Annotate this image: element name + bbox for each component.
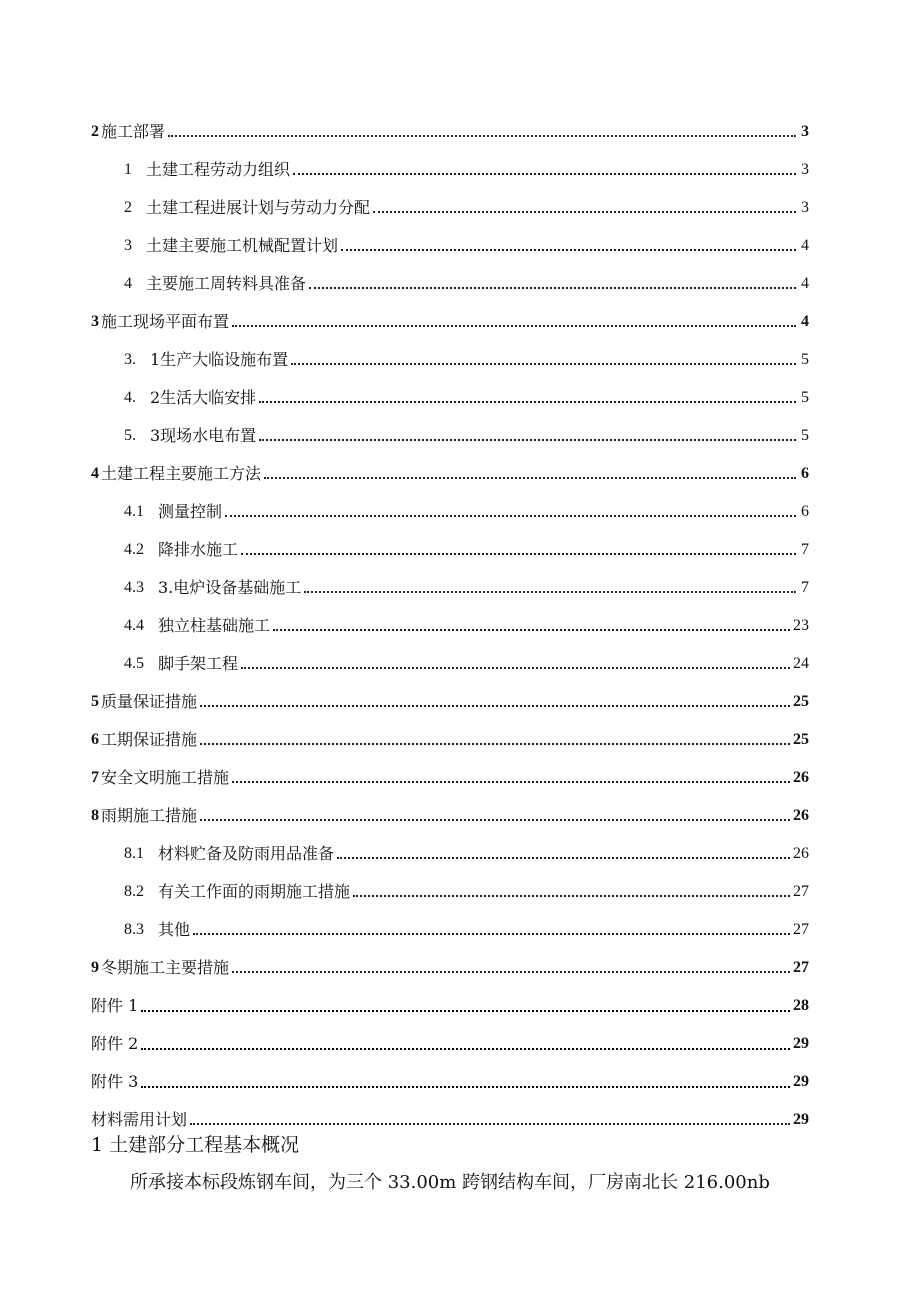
toc-entry[interactable] bbox=[91, 560, 809, 598]
toc-entry-number: 6 bbox=[91, 731, 99, 748]
toc-entry-number: 3 bbox=[91, 313, 99, 330]
toc-entry-label: 质量保证措施 bbox=[101, 692, 198, 711]
toc-entry-label: 附件 2 bbox=[91, 1034, 139, 1053]
toc-entry-number: 4.3 bbox=[124, 579, 144, 596]
toc-entry-label: 施工现场平面布置 bbox=[101, 312, 230, 331]
dot-leader bbox=[241, 553, 796, 555]
toc-entry-number: 4.2 bbox=[124, 541, 144, 558]
toc-entry[interactable] bbox=[91, 370, 809, 408]
toc-entry-label: 1生产大临设施布置 bbox=[150, 350, 289, 369]
dot-leader bbox=[141, 1048, 790, 1050]
toc-entry-page: 29 bbox=[793, 1035, 809, 1052]
toc-entry-number: 2 bbox=[91, 123, 99, 140]
toc-entry[interactable] bbox=[91, 636, 809, 674]
toc-entry[interactable] bbox=[91, 826, 809, 864]
dot-leader bbox=[373, 211, 796, 213]
toc-entry-page: 27 bbox=[793, 959, 809, 976]
toc-entry[interactable] bbox=[91, 180, 809, 218]
toc-entry[interactable] bbox=[91, 674, 809, 712]
toc-entry-page: 4 bbox=[801, 313, 809, 330]
toc-entry-page: 4 bbox=[801, 237, 809, 254]
toc-entry[interactable] bbox=[91, 218, 809, 256]
toc-entry[interactable] bbox=[91, 1092, 809, 1130]
toc-entry-page: 25 bbox=[793, 693, 809, 710]
toc-entry-page: 7 bbox=[801, 541, 809, 558]
toc-entry-label: 雨期施工措施 bbox=[101, 806, 198, 825]
toc-entry-label: 工期保证措施 bbox=[101, 730, 198, 749]
toc-entry[interactable] bbox=[91, 940, 809, 978]
toc-entry[interactable] bbox=[91, 142, 809, 180]
toc-entry[interactable] bbox=[91, 446, 809, 484]
toc-entry-number: 7 bbox=[91, 769, 99, 786]
toc-entry-label: 土建工程进展计划与劳动力分配 bbox=[146, 198, 371, 217]
dot-leader bbox=[293, 173, 796, 175]
toc-entry-label: 脚手架工程 bbox=[158, 654, 239, 673]
toc-entry-number: 4 bbox=[91, 465, 99, 482]
table-of-contents bbox=[91, 104, 809, 1130]
toc-entry[interactable] bbox=[91, 712, 809, 750]
toc-entry-page: 3 bbox=[801, 123, 809, 140]
toc-entry-label: 降排水施工 bbox=[158, 540, 239, 559]
dot-leader bbox=[190, 1123, 790, 1125]
dot-leader bbox=[232, 325, 796, 327]
toc-entry-number: 4.1 bbox=[124, 503, 144, 520]
toc-entry-label: 测量控制 bbox=[158, 502, 223, 521]
toc-entry-number: 5 bbox=[91, 693, 99, 710]
section-heading: 1 土建部分工程基本概况 bbox=[91, 1134, 300, 1156]
toc-entry-label: 3现场水电布置 bbox=[150, 426, 257, 445]
toc-entry-page: 28 bbox=[793, 997, 809, 1014]
toc-entry-page: 27 bbox=[793, 883, 809, 900]
dot-leader bbox=[259, 439, 796, 441]
dot-leader bbox=[337, 857, 790, 859]
toc-entry-page: 3 bbox=[801, 161, 809, 178]
toc-entry-page: 7 bbox=[801, 579, 809, 596]
dot-leader bbox=[291, 363, 796, 365]
toc-entry-page: 26 bbox=[793, 845, 809, 862]
body-paragraph: 所承接本标段炼钢车间，为三个 33.00m 跨钢结构车间，厂房南北长 216.00nb bbox=[130, 1172, 770, 1193]
toc-entry[interactable] bbox=[91, 408, 809, 446]
toc-entry-label: 3.电炉设备基础施工 bbox=[158, 578, 302, 597]
dot-leader bbox=[264, 477, 796, 479]
toc-entry-label: 土建工程主要施工方法 bbox=[101, 464, 262, 483]
dot-leader bbox=[168, 135, 796, 137]
toc-entry[interactable] bbox=[91, 332, 809, 370]
toc-entry-page: 5 bbox=[801, 351, 809, 368]
dot-leader bbox=[232, 781, 790, 783]
toc-entry-number: 3. bbox=[124, 351, 136, 368]
toc-entry-number: 8 bbox=[91, 807, 99, 824]
toc-entry-number: 2 bbox=[124, 199, 132, 216]
dot-leader bbox=[193, 933, 790, 935]
toc-entry[interactable] bbox=[91, 484, 809, 522]
toc-entry-page: 27 bbox=[793, 921, 809, 938]
toc-entry-label: 附件 1 bbox=[91, 996, 139, 1015]
dot-leader bbox=[241, 667, 790, 669]
toc-entry[interactable] bbox=[91, 522, 809, 560]
toc-entry[interactable] bbox=[91, 750, 809, 788]
dot-leader bbox=[200, 819, 790, 821]
dot-leader bbox=[304, 591, 796, 593]
dot-leader bbox=[309, 287, 796, 289]
dot-leader bbox=[141, 1010, 790, 1012]
toc-entry-page: 6 bbox=[801, 503, 809, 520]
dot-leader bbox=[200, 705, 790, 707]
toc-entry-page: 4 bbox=[801, 275, 809, 292]
toc-entry-page: 24 bbox=[793, 655, 809, 672]
toc-entry[interactable] bbox=[91, 978, 809, 1016]
toc-entry-number: 3 bbox=[124, 237, 132, 254]
dot-leader bbox=[353, 895, 790, 897]
toc-entry-page: 6 bbox=[801, 465, 809, 482]
toc-entry-label: 附件 3 bbox=[91, 1072, 139, 1091]
toc-entry-number: 5. bbox=[124, 427, 136, 444]
toc-entry-number: 9 bbox=[91, 959, 99, 976]
toc-entry-number: 1 bbox=[124, 161, 132, 178]
toc-entry-page: 23 bbox=[793, 617, 809, 634]
toc-entry-label: 材料贮备及防雨用品准备 bbox=[158, 844, 335, 863]
toc-entry-number: 4. bbox=[124, 389, 136, 406]
toc-entry-page: 26 bbox=[793, 769, 809, 786]
toc-entry-page: 5 bbox=[801, 389, 809, 406]
toc-entry-page: 25 bbox=[793, 731, 809, 748]
toc-entry-label: 冬期施工主要措施 bbox=[101, 958, 230, 977]
toc-entry-page: 3 bbox=[801, 199, 809, 216]
toc-entry-page: 5 bbox=[801, 427, 809, 444]
toc-entry-label: 施工部署 bbox=[101, 122, 166, 141]
toc-entry[interactable] bbox=[91, 104, 809, 142]
toc-entry[interactable] bbox=[91, 902, 809, 940]
toc-entry[interactable] bbox=[91, 788, 809, 826]
dot-leader bbox=[225, 515, 796, 517]
toc-entry[interactable] bbox=[91, 864, 809, 902]
toc-entry-label: 2生活大临安排 bbox=[150, 388, 257, 407]
toc-entry-page: 29 bbox=[793, 1111, 809, 1128]
toc-entry-label: 材料需用计划 bbox=[91, 1110, 188, 1129]
toc-entry[interactable] bbox=[91, 1016, 809, 1054]
toc-entry-label: 土建主要施工机械配置计划 bbox=[146, 236, 339, 255]
toc-entry-label: 主要施工周转料具准备 bbox=[146, 274, 307, 293]
toc-entry-label: 土建工程劳动力组织 bbox=[146, 160, 291, 179]
dot-leader bbox=[200, 743, 790, 745]
dot-leader bbox=[341, 249, 796, 251]
toc-entry[interactable] bbox=[91, 256, 809, 294]
toc-entry-number: 8.3 bbox=[124, 921, 144, 938]
toc-entry-number: 4.5 bbox=[124, 655, 144, 672]
toc-entry-label: 其他 bbox=[158, 920, 191, 939]
toc-entry-number: 4 bbox=[124, 275, 132, 292]
toc-entry-label: 独立柱基础施工 bbox=[158, 616, 271, 635]
toc-entry-number: 8.2 bbox=[124, 883, 144, 900]
dot-leader bbox=[259, 401, 796, 403]
toc-entry[interactable] bbox=[91, 598, 809, 636]
toc-entry-page: 26 bbox=[793, 807, 809, 824]
toc-entry-number: 4.4 bbox=[124, 617, 144, 634]
toc-entry[interactable] bbox=[91, 294, 809, 332]
dot-leader bbox=[141, 1086, 790, 1088]
toc-entry-label: 有关工作面的雨期施工措施 bbox=[158, 882, 351, 901]
toc-entry-page: 29 bbox=[793, 1073, 809, 1090]
dot-leader bbox=[232, 971, 790, 973]
toc-entry-label: 安全文明施工措施 bbox=[101, 768, 230, 787]
toc-entry-number: 8.1 bbox=[124, 845, 144, 862]
dot-leader bbox=[273, 629, 790, 631]
toc-entry[interactable] bbox=[91, 1054, 809, 1092]
